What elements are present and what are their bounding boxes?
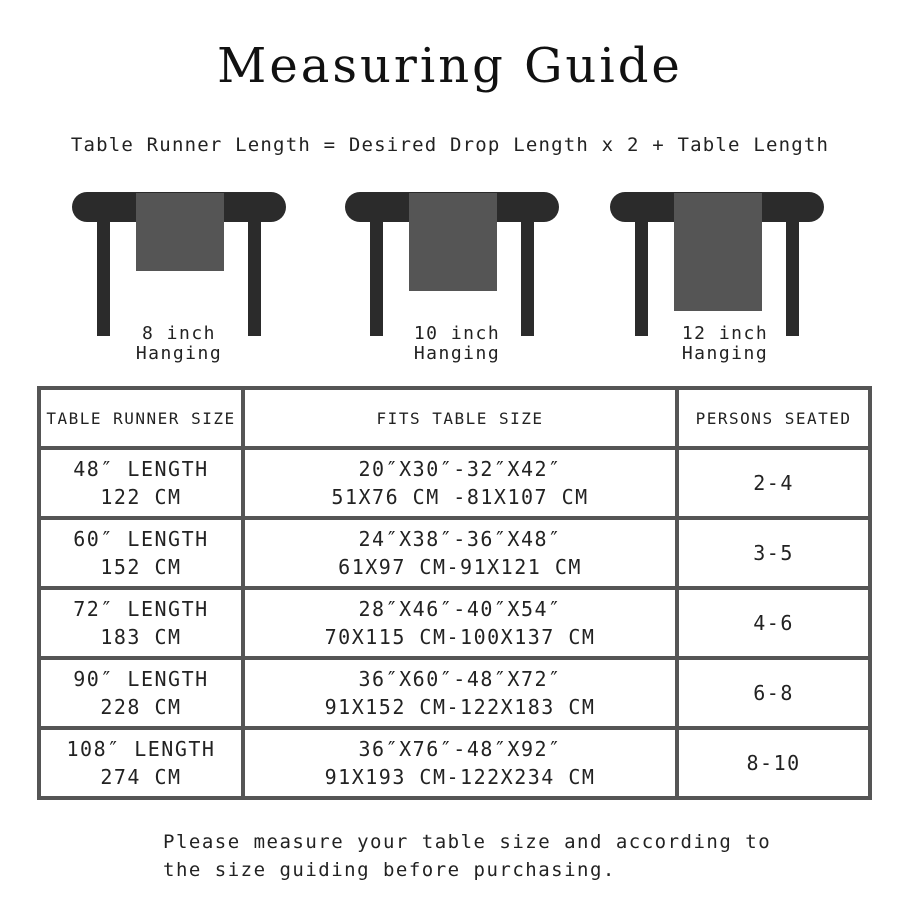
table-diagram-10-inch	[345, 192, 559, 342]
runner-size-cell	[41, 520, 241, 586]
table-leg-right	[521, 210, 534, 336]
hang-label-8	[72, 324, 286, 364]
hang-label-amount: 12 inch	[681, 323, 769, 344]
persons-cell: 6-8	[679, 660, 868, 726]
runner-size-cm: 228 CM	[100, 695, 182, 719]
purchase-note	[163, 828, 771, 884]
fits-cm: 51X76 CM -81X107 CM	[331, 485, 589, 509]
fits-table-cell	[245, 660, 675, 726]
hang-label-word: Hanging	[413, 343, 501, 364]
table-leg-left	[370, 210, 383, 336]
runner-size-inch: 90″ LENGTH	[73, 667, 209, 691]
fits-cm: 61X97 CM-91X121 CM	[338, 555, 582, 579]
formula-text: Table Runner Length = Desired Drop Length x 2 + Table Length	[70, 134, 830, 156]
fits-inch: 20″X30″-32″X42″	[358, 457, 562, 481]
fits-cm: 91X152 CM-122X183 CM	[324, 695, 596, 719]
fits-inch: 36″X60″-48″X72″	[358, 667, 562, 691]
table-row	[41, 590, 868, 656]
table-row	[41, 520, 868, 586]
page-title: Measuring Guide	[217, 38, 683, 94]
fits-cm: 70X115 CM-100X137 CM	[324, 625, 596, 649]
table-leg-left	[635, 210, 648, 336]
fits-table-cell	[245, 450, 675, 516]
runner-size-inch: 72″ LENGTH	[73, 597, 209, 621]
table-header-row	[41, 390, 868, 446]
note-line: Please measure your table size and according to	[163, 831, 772, 853]
runner-size-cm: 274 CM	[100, 765, 182, 789]
runner-size-inch: 60″ LENGTH	[73, 527, 209, 551]
fits-table-cell	[245, 730, 675, 796]
runner-size-inch: 48″ LENGTH	[73, 457, 209, 481]
runner-size-cm: 122 CM	[100, 485, 182, 509]
runner-size-cell	[41, 660, 241, 726]
table-diagram-8-inch	[72, 192, 286, 342]
runner-size-cell	[41, 730, 241, 796]
runner-drop	[674, 193, 762, 311]
fits-inch: 36″X76″-48″X92″	[358, 737, 562, 761]
table-row	[41, 660, 868, 726]
size-table	[37, 386, 872, 800]
table-row	[41, 450, 868, 516]
table-leg-right	[248, 210, 261, 336]
persons-cell: 4-6	[679, 590, 868, 656]
runner-size-cell	[41, 590, 241, 656]
runner-size-inch: 108″ LENGTH	[66, 737, 216, 761]
table-leg-left	[97, 210, 110, 336]
hang-label-amount: 10 inch	[413, 323, 501, 344]
runner-drop	[409, 193, 497, 291]
header-persons: PERSONS SEATED	[679, 390, 868, 446]
note-line: the size guiding before purchasing.	[163, 859, 616, 881]
fits-table-cell	[245, 590, 675, 656]
runner-size-cell	[41, 450, 241, 516]
table-row	[41, 730, 868, 796]
persons-cell: 8-10	[679, 730, 868, 796]
header-runner-size: TABLE RUNNER SIZE	[41, 390, 241, 446]
runner-drop	[136, 193, 224, 271]
runner-size-cm: 152 CM	[100, 555, 182, 579]
hang-label-word: Hanging	[681, 343, 769, 364]
fits-inch: 28″X46″-40″X54″	[358, 597, 562, 621]
persons-cell: 3-5	[679, 520, 868, 586]
hang-label-amount: 8 inch	[141, 323, 217, 344]
header-fits-table: FITS TABLE SIZE	[245, 390, 675, 446]
hang-label-10	[350, 324, 564, 364]
table-leg-right	[786, 210, 799, 336]
fits-inch: 24″X38″-36″X48″	[358, 527, 562, 551]
hang-label-12	[618, 324, 832, 364]
runner-size-cm: 183 CM	[100, 625, 182, 649]
persons-cell: 2-4	[679, 450, 868, 516]
table-diagram-12-inch	[610, 192, 824, 342]
hang-label-word: Hanging	[135, 343, 223, 364]
fits-cm: 91X193 CM-122X234 CM	[324, 765, 596, 789]
fits-table-cell	[245, 520, 675, 586]
